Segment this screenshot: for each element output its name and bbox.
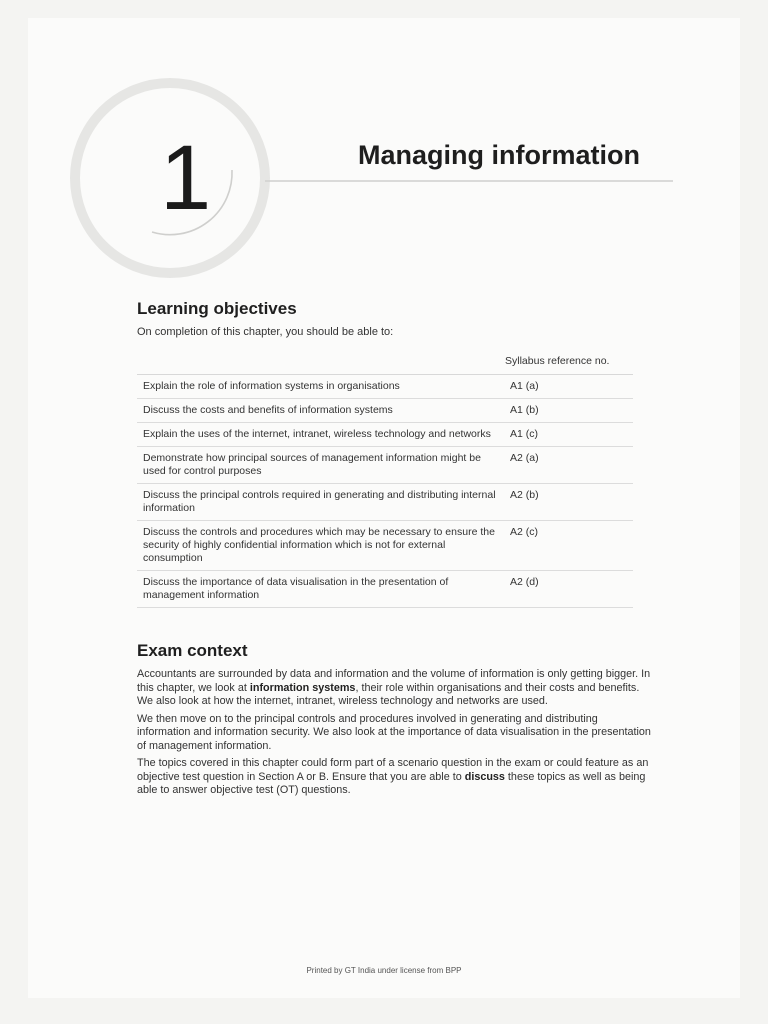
p3-text-a: The topics covered in this chapter could form part of a scenario question in the exam or could feature as an objective test question in Section A or B. Ensure that you are able to	[137, 757, 649, 783]
objective-text: Demonstrate how principal sources of management information might be used for control purposes	[137, 447, 504, 484]
exam-context-paragraph-2: We then move on to the principal controls and procedures involved in generating and distributing information and information security. We also look at the importance of data visualisation in the presentation of management information.	[137, 712, 651, 752]
p1-text-a: Accountants are surrounded by data and information and the volume of information is only getting bigger. In this chapter, we look at	[137, 668, 651, 694]
objective-text: Discuss the principal controls required in generating and distributing internal information	[137, 484, 504, 521]
p3-bold-term: discuss	[464, 770, 505, 783]
table-row	[137, 399, 633, 423]
chapter-number: 1	[160, 127, 212, 229]
objective-ref: A2 (d)	[504, 571, 633, 608]
exam-context-body	[137, 668, 653, 802]
exam-context-paragraph-1	[137, 668, 653, 709]
objective-text: Explain the role of information systems in organisations	[137, 375, 504, 399]
p1-bold-term: information systems	[249, 681, 356, 694]
table-row	[137, 447, 633, 484]
objective-ref: A2 (c)	[504, 521, 633, 571]
learning-objectives-intro: On completion of this chapter, you should be able to:	[137, 326, 394, 338]
objective-ref: A1 (c)	[504, 423, 633, 447]
table-row	[137, 375, 633, 399]
objective-ref: A2 (b)	[504, 484, 633, 521]
objective-text: Explain the uses of the internet, intranet, wireless technology and networks	[137, 423, 504, 447]
objective-text: Discuss the controls and procedures which may be necessary to ensure the security of highly confidential information which is not for external consumption	[137, 521, 504, 571]
table-row	[137, 571, 633, 608]
exam-context-heading: Exam context	[137, 641, 248, 660]
objective-ref: A1 (b)	[504, 399, 633, 423]
table-row	[137, 484, 633, 521]
table-header-row	[137, 348, 633, 375]
print-footer: Printed by GT India under license from BPP	[306, 966, 462, 975]
objective-text: Discuss the costs and benefits of information systems	[137, 399, 504, 423]
chapter-title: Managing information	[358, 140, 640, 170]
objective-text: Discuss the importance of data visualisation in the presentation of management information	[137, 571, 504, 608]
table-header-syllabus-ref: Syllabus reference no.	[504, 348, 633, 375]
p3-text-b: these topics as well as being able to answer objective test (OT) questions.	[137, 770, 646, 796]
objective-ref: A1 (a)	[504, 375, 633, 399]
table-row	[137, 423, 633, 447]
p1-text-b: , their role within organisations and their costs and benefits. We also look at how the internet, intranet, wireless technology and networks are used.	[137, 681, 640, 707]
exam-context-paragraph-3	[137, 757, 653, 798]
objective-ref: A2 (a)	[504, 447, 633, 484]
table-row	[137, 521, 633, 571]
objectives-table	[137, 348, 633, 608]
table-header-blank	[137, 348, 504, 375]
learning-objectives-heading: Learning objectives	[137, 299, 297, 318]
